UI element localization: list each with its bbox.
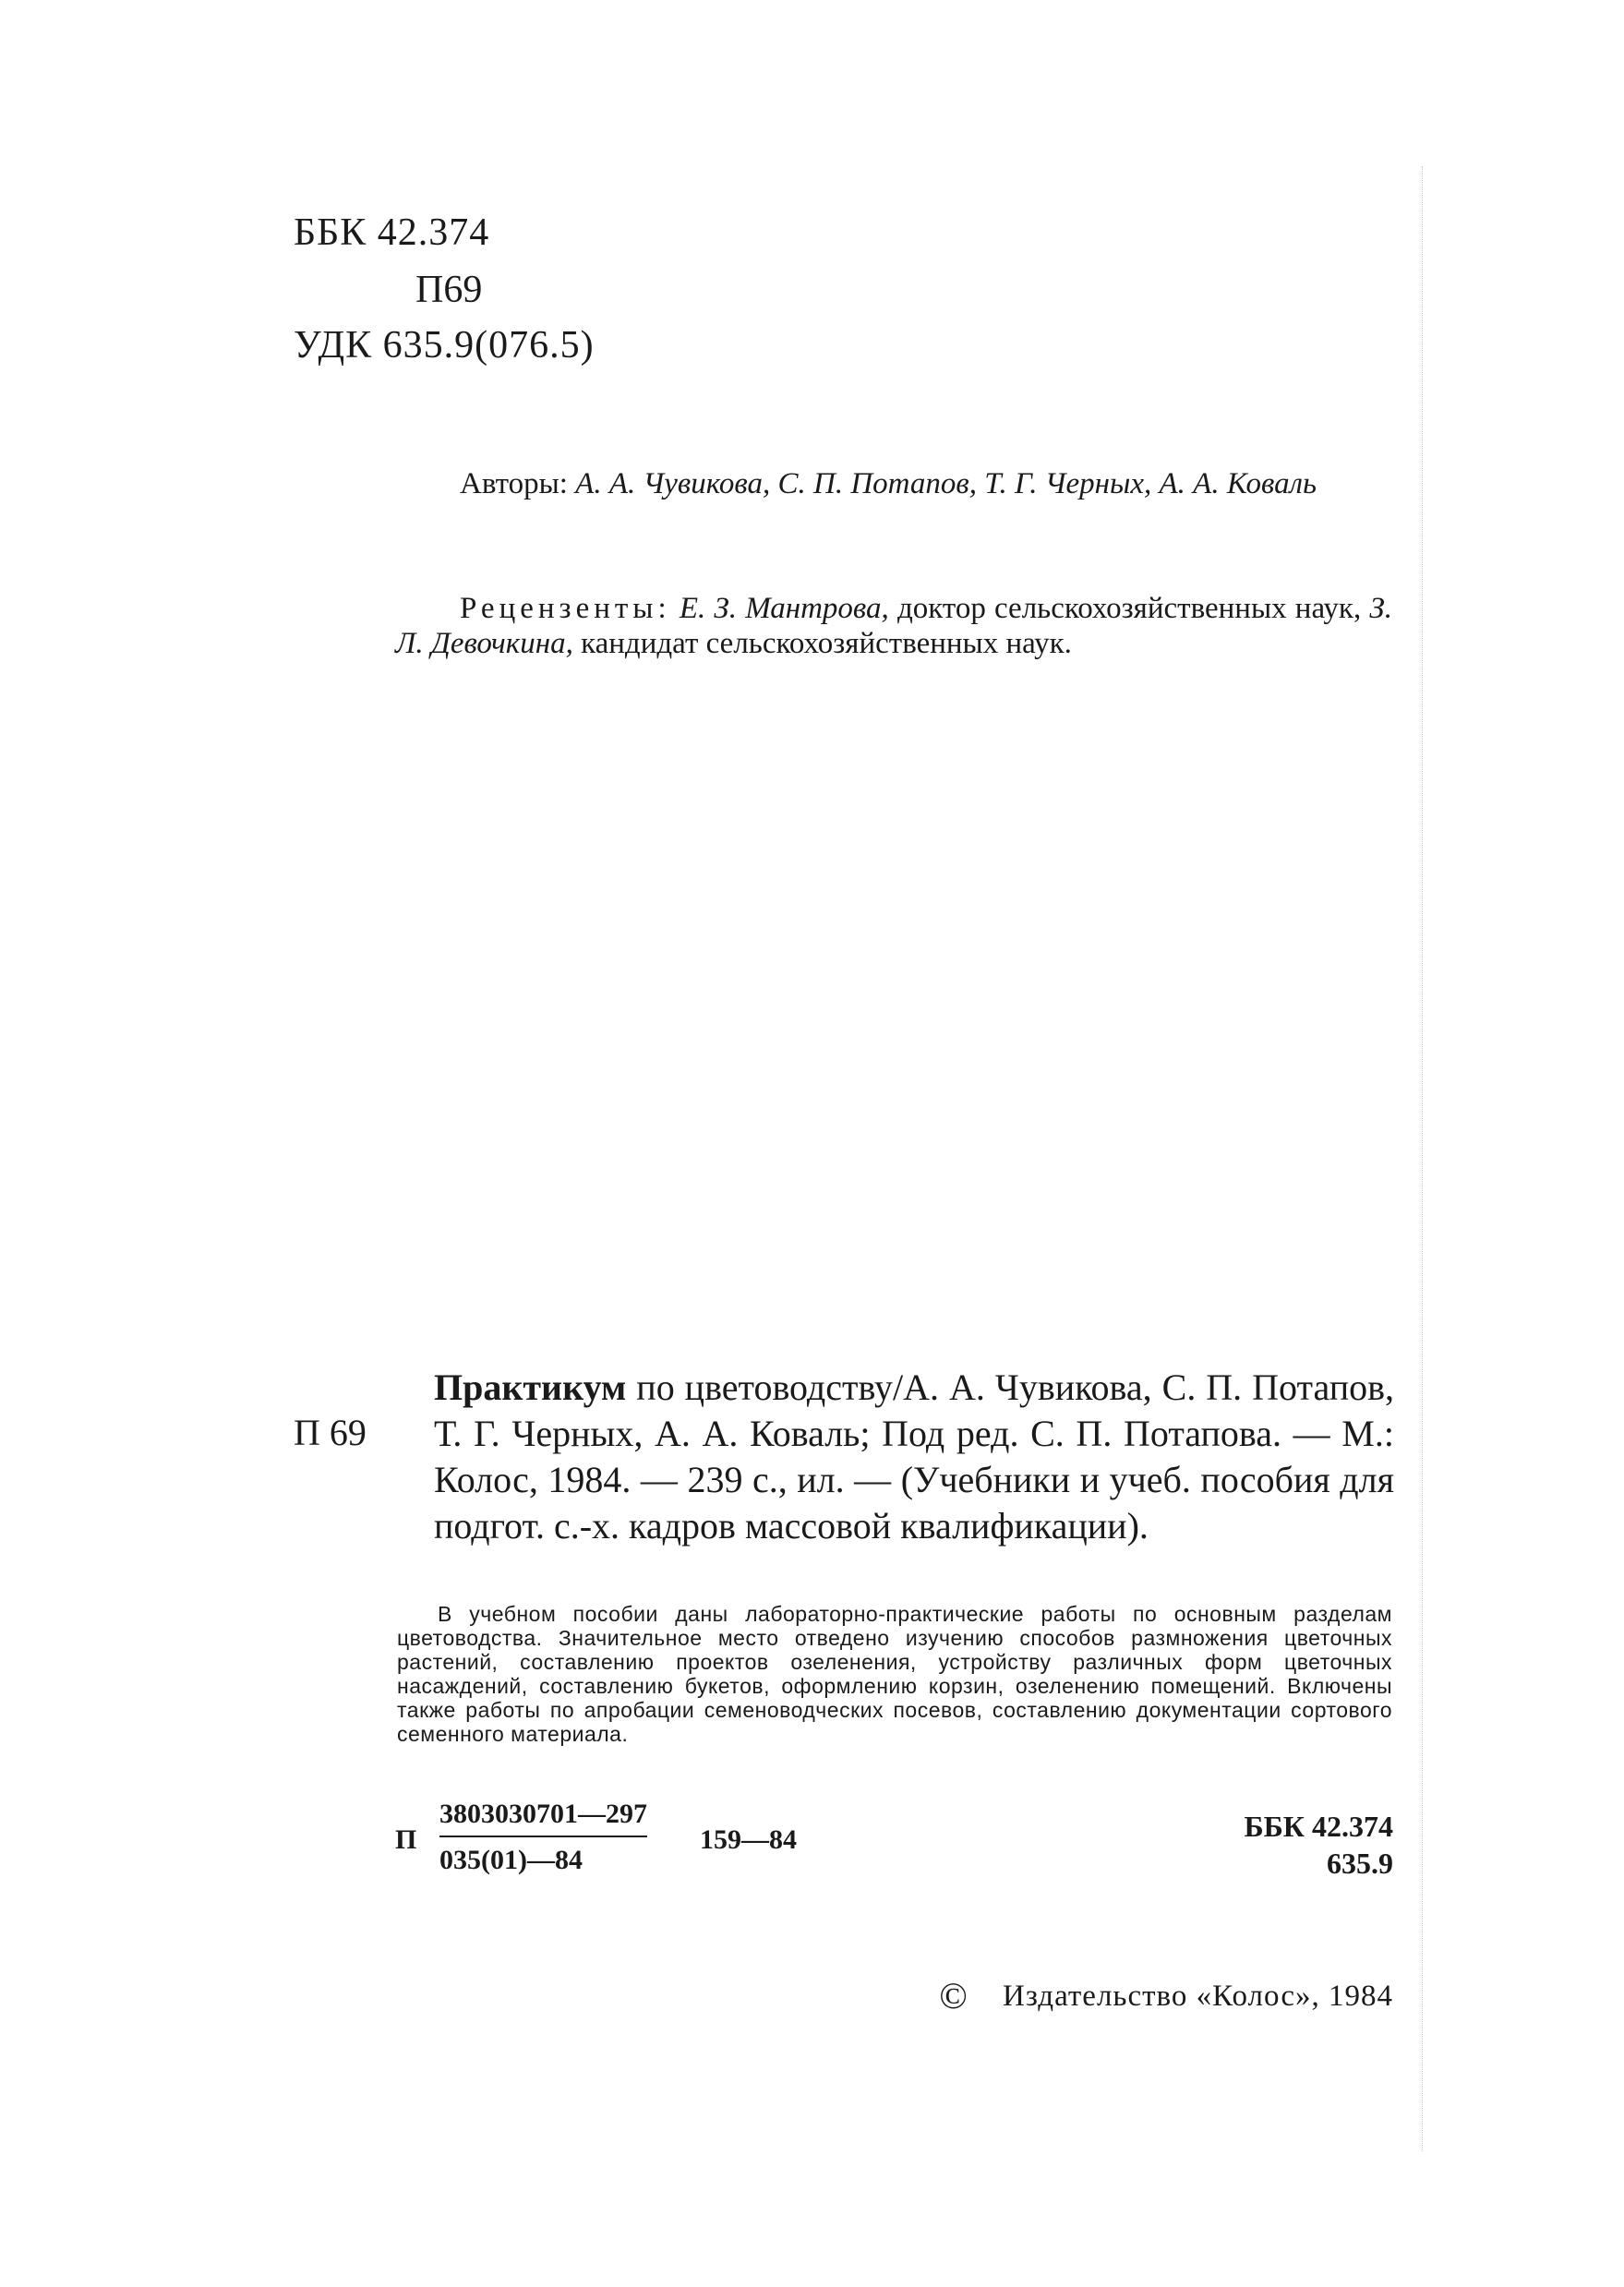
bbk-classification: ББК 42.374: [294, 211, 490, 254]
index-suffix: 159—84: [700, 1824, 797, 1855]
copyright-icon: ©: [939, 1975, 968, 2016]
copyright-line: [939, 1974, 1393, 2017]
entry-text: по цветоводству/А. А. Чувикова, С. П. Потапов, Т. Г. Черных, А. А. Коваль; Под ред. С. П. Потапова. — М.: Колос, 1984. — 239 с., ил. — (Учебники и учеб. пособия для подгот. с.-х. кадров массовой квалификации).: [434, 1366, 1395, 1547]
entry-code: П 69: [294, 1412, 367, 1453]
index-fraction: [439, 1799, 647, 1876]
copyright-text: Издательство «Колос», 1984: [1003, 1980, 1393, 2013]
scan-edge-line: [1422, 166, 1423, 2151]
index-denominator: 035(01)—84: [439, 1845, 583, 1875]
index-prefix: П: [395, 1824, 417, 1855]
reviewer-2-title: кандидат сельскохозяйственных наук.: [581, 627, 1072, 660]
author-mark-code: П69: [415, 269, 483, 311]
authors-names: А. А. Чувикова, С. П. Потапов, Т. Г. Черных, А. А. Коваль: [575, 467, 1317, 500]
bibliographic-entry: [434, 1365, 1394, 1549]
reviewers-block: [395, 591, 1392, 661]
bbk-bottom-block: [1244, 1808, 1393, 1882]
annotation: В учебном пособии даны лабораторно-практические работы по основным разделам цветоводства. Значительное место отведено изучению способов размножения цветочных растений, составлению проектов озеленения, устройству различных форм цветочных насаждений, составлению букетов, оформлению корзин, озеленению помещений. Включены также работы по апробации семеноводческих посевов, составлению документации сортового семенного материала.: [397, 1602, 1392, 1746]
bbk-bottom-line-1: ББК 42.374: [1244, 1810, 1393, 1843]
reviewer-1-name: Е. З. Мантрова,: [679, 592, 889, 625]
bbk-bottom-line-2: 635.9: [1327, 1847, 1393, 1880]
index-numerator: 3803030701—297: [439, 1799, 647, 1837]
authors-block: [395, 466, 1392, 501]
reviewer-1-title: доктор сельскохозяйственных наук,: [896, 592, 1362, 625]
entry-title: Практикум: [434, 1366, 627, 1408]
authors-label: Авторы:: [460, 467, 568, 500]
reviewers-label: Рецензенты:: [460, 592, 671, 625]
udk-classification: УДК 635.9(076.5): [294, 324, 595, 367]
reviewer-2-name: З. Л. Девочкина,: [395, 592, 1392, 660]
